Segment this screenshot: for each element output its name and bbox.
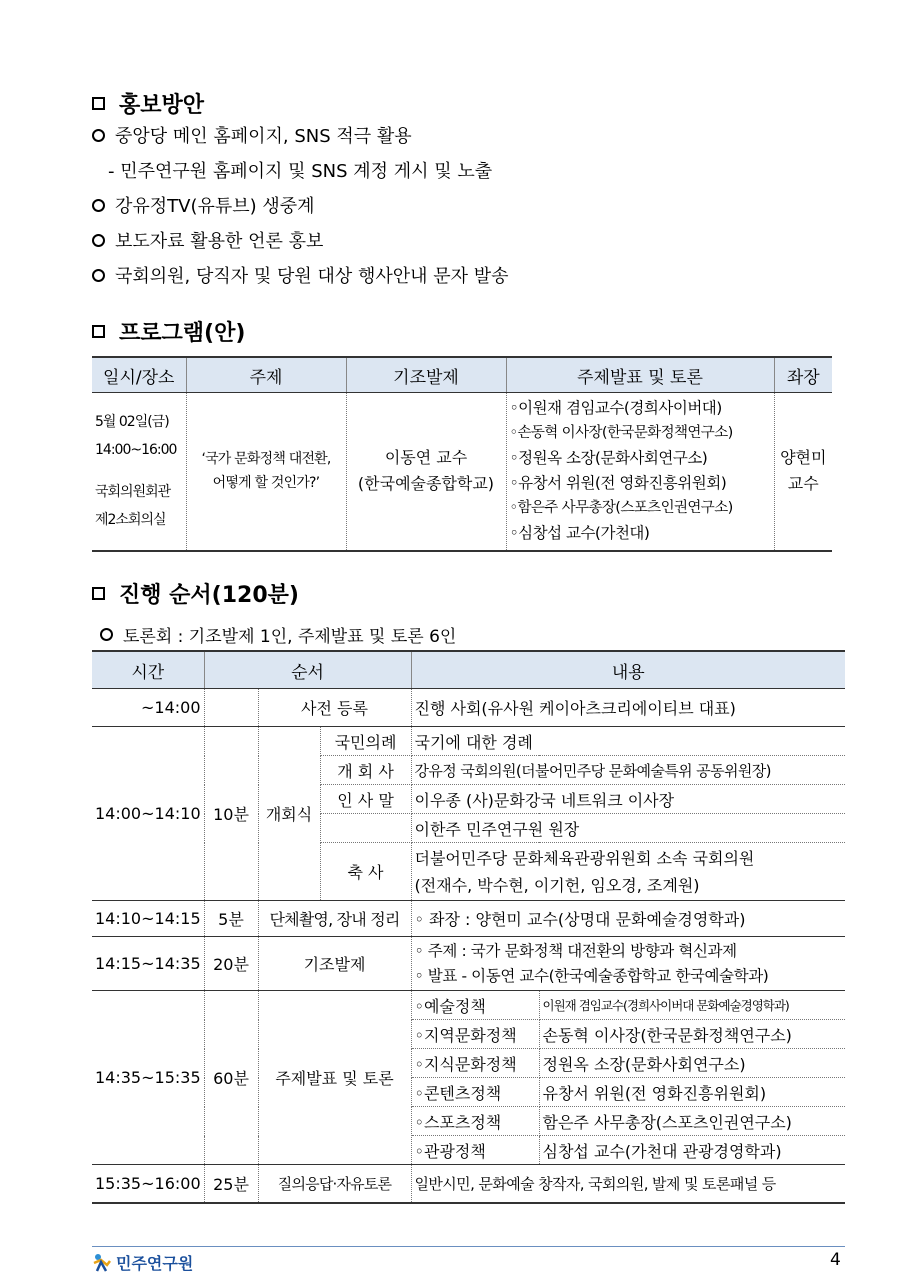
duration-cell: 60분 <box>204 991 258 1165</box>
sub-label-cell: 개 회 사 <box>320 756 411 785</box>
field-cell: ◦콘텐츠정책 <box>411 1078 539 1107</box>
content-cell: 진행 사회(유사원 케이아츠크리에이티브 대표) <box>411 689 845 727</box>
table-row <box>92 937 845 991</box>
speaker-item: ◦손동혁 이사장(한국문화정책연구소) <box>509 425 733 442</box>
table-row <box>92 689 845 727</box>
content-cell: 이한주 민주연구원 원장 <box>411 814 845 843</box>
content-cell: ◦ 좌장 : 양현미 교수(상명대 문화예술경영학과) <box>411 901 845 937</box>
time-cell: 14:35~15:35 <box>92 991 204 1165</box>
footer-org-name: 민주연구원 <box>116 1254 194 1273</box>
sub-label-cell: 축 사 <box>320 843 411 901</box>
promo-item <box>92 262 509 288</box>
spacer <box>95 464 183 478</box>
person-cell: 정원옥 소장(문화사회연구소) <box>539 1049 845 1078</box>
person-cell: 유창서 위원(전 영화진흥위원회) <box>539 1078 845 1107</box>
header-cell: 주제발표 및 토론 <box>506 357 774 393</box>
table-row <box>92 727 845 756</box>
chair-name: 양현미 <box>780 448 827 468</box>
content-cell <box>411 843 845 901</box>
program-header-row <box>92 357 832 393</box>
org-logo-icon <box>92 1253 112 1273</box>
promo-item <box>92 122 412 148</box>
content-cell: 이우종 (사)문화강국 네트워크 이사장 <box>411 785 845 814</box>
circle-bullet-icon <box>100 628 113 641</box>
section-title-text: 프로그램(안) <box>119 321 246 346</box>
item-cell: 기조발제 <box>258 937 411 991</box>
room-text: 제2소회의실 <box>95 512 166 529</box>
section-title-program <box>92 316 245 347</box>
time-cell: 15:35~16:00 <box>92 1165 204 1203</box>
person-cell: 심창섭 교수(가천대 관광경영학과) <box>539 1136 845 1165</box>
order-subtitle-text: 토론회 : 기조발제 1인, 주제발표 및 토론 6인 <box>123 627 457 647</box>
speakers-cell <box>506 393 774 551</box>
schedule-table <box>92 650 845 1204</box>
time-cell: 14:15~14:35 <box>92 937 204 991</box>
content-cell: 강유정 국회의원(더불어민주당 문화예술특위 공동위원장) <box>411 756 845 785</box>
field-cell: ◦예술정책 <box>411 991 539 1020</box>
promo-item-text: 강유정TV(유튜브) 생중계 <box>115 196 315 217</box>
sub-label-cell: 인 사 말 <box>320 785 411 814</box>
duration-cell: 5분 <box>204 901 258 937</box>
square-bullet-icon <box>92 97 105 110</box>
header-cell: 좌장 <box>774 357 832 393</box>
square-bullet-icon <box>92 325 105 338</box>
chair-title: 교수 <box>787 474 819 494</box>
circle-bullet-icon <box>92 129 105 142</box>
field-cell: ◦지역문화정책 <box>411 1020 539 1049</box>
topic-line: ‘국가 문화정책 대전환, <box>201 451 331 468</box>
footer-logo <box>92 1251 193 1274</box>
header-cell: 일시/장소 <box>92 357 186 393</box>
sub-label-cell <box>320 814 411 843</box>
content-cell: 국기에 대한 경례 <box>411 727 845 756</box>
time-cell: 14:10~14:15 <box>92 901 204 937</box>
field-cell: ◦관광정책 <box>411 1136 539 1165</box>
time-cell: ~14:00 <box>92 689 204 727</box>
item-cell: 주제발표 및 토론 <box>258 991 411 1165</box>
content-line: (전재수, 박수현, 이기헌, 임오경, 조계원) <box>414 875 700 895</box>
person-cell: 함은주 사무총장(스포츠인권연구소) <box>539 1107 845 1136</box>
header-cell: 기조발제 <box>346 357 506 393</box>
speaker-item: ◦함은주 사무총장(스포츠인권연구소) <box>509 500 733 517</box>
header-cell: 내용 <box>411 651 845 689</box>
duration-cell: 25분 <box>204 1165 258 1203</box>
item-cell: 사전 등록 <box>258 689 411 727</box>
item-cell: 개회식 <box>258 727 320 901</box>
date-text: 5월 02일(금) <box>95 414 169 431</box>
table-row <box>92 1165 845 1203</box>
schedule-header-row <box>92 651 845 689</box>
sub-label-cell: 국민의례 <box>320 727 411 756</box>
duration-cell: 10분 <box>204 727 258 901</box>
circle-bullet-icon <box>92 199 105 212</box>
promo-item-text: 중앙당 메인 홈페이지, SNS 적극 활용 <box>115 126 412 147</box>
promo-item <box>92 227 323 253</box>
promo-item-text: 보도자료 활용한 언론 홍보 <box>115 231 324 252</box>
circle-bullet-icon <box>92 269 105 282</box>
table-row <box>92 991 845 1020</box>
section-title-promo <box>92 88 204 119</box>
keynote-cell <box>346 393 506 551</box>
time-cell: 14:00~14:10 <box>92 727 204 901</box>
order-subtitle <box>100 622 456 647</box>
datetime-cell <box>92 393 186 551</box>
promo-item-text: 국회의원, 당직자 및 당원 대상 행사안내 문자 발송 <box>115 266 509 287</box>
keynote-name: 이동연 교수 <box>384 448 468 468</box>
content-cell: 일반시민, 문화예술 창작자, 국회의원, 발제 및 토론패널 등 <box>411 1165 845 1203</box>
header-cell: 순서 <box>204 651 411 689</box>
field-cell: ◦지식문화정책 <box>411 1049 539 1078</box>
content-line: ◦ 주제 : 국가 문화정책 대전환의 방향과 혁신과제 <box>414 941 737 960</box>
speaker-item: ◦유창서 위원(전 영화진흥위원회) <box>509 474 727 493</box>
square-bullet-icon <box>92 587 105 600</box>
promo-subitem: - 민주연구원 홈페이지 및 SNS 계정 게시 및 노출 <box>108 161 493 182</box>
speaker-item: ◦심창섭 교수(가천대) <box>509 524 650 543</box>
person-cell: 손동혁 이사장(한국문화정책연구소) <box>539 1020 845 1049</box>
program-table <box>92 356 832 552</box>
footer-divider <box>92 1246 845 1247</box>
page-number: 4 <box>830 1250 841 1270</box>
time-text: 14:00~16:00 <box>95 442 177 459</box>
program-row <box>92 393 832 551</box>
item-cell: 질의응답·자유토론 <box>258 1165 411 1203</box>
topic-cell <box>186 393 346 551</box>
section-title-order <box>92 578 299 609</box>
table-row <box>92 901 845 937</box>
person-cell: 이원재 겸임교수(경희사이버대 문화예술경영학과) <box>539 991 845 1020</box>
item-cell: 단체촬영, 장내 정리 <box>258 901 411 937</box>
content-line: ◦ 발표 - 이동연 교수(한국예술종합학교 한국예술학과) <box>414 966 769 985</box>
promo-item <box>92 192 315 218</box>
circle-bullet-icon <box>92 234 105 247</box>
venue-text: 국회의원회관 <box>95 484 171 501</box>
section-title-text: 홍보방안 <box>119 93 205 118</box>
section-title-text: 진행 순서(120분) <box>119 583 299 608</box>
header-cell: 주제 <box>186 357 346 393</box>
header-cell: 시간 <box>92 651 204 689</box>
field-cell: ◦스포츠정책 <box>411 1107 539 1136</box>
topic-line: 어떻게 할 것인가?’ <box>212 475 320 492</box>
content-cell <box>411 937 845 991</box>
duration-cell: 20분 <box>204 937 258 991</box>
speaker-item: ◦정원옥 소장(문화사회연구소) <box>509 449 708 468</box>
chair-cell <box>774 393 832 551</box>
keynote-affil: (한국예술종합학교) <box>357 474 495 494</box>
speaker-item: ◦이원재 겸임교수(경희사이버대) <box>509 399 722 418</box>
duration-cell <box>204 689 258 727</box>
content-line: 더불어민주당 문화체육관광위원회 소속 국회의원 <box>414 848 755 868</box>
